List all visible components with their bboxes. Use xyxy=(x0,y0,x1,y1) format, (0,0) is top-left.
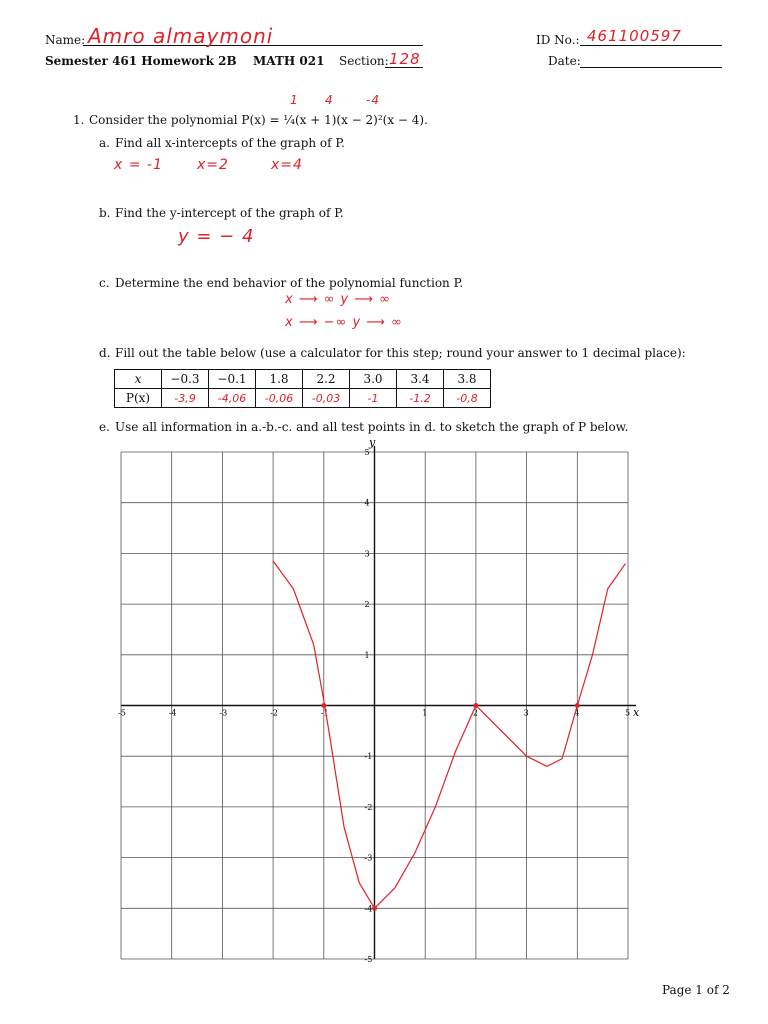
part-e-text: Use all information in a.-b.-c. and all test points in d. to sketch the graph of P below. xyxy=(115,420,629,434)
x-axis-label: x xyxy=(633,706,640,719)
marked-point xyxy=(575,703,580,708)
part-a-answer-1: x = -1 xyxy=(114,157,163,173)
question-number: 1. xyxy=(73,113,85,127)
part-e-label: e. xyxy=(99,420,110,434)
y-axis-label: y xyxy=(369,440,376,449)
part-a-text: Find all x-intercepts of the graph of P. xyxy=(115,136,345,150)
x-tick-label: 2 xyxy=(472,708,478,718)
part-c-answer-2: x ⟶ −∞ y ⟶ ∞ xyxy=(285,315,403,330)
table-row-x xyxy=(115,370,491,389)
y-tick-label: -4 xyxy=(364,904,373,914)
table-x-cell: 3.4 xyxy=(397,370,444,389)
date-line xyxy=(580,67,722,68)
marked-point xyxy=(473,703,478,708)
name-label: Name: xyxy=(45,33,86,47)
table-x-cell: 1.8 xyxy=(256,370,303,389)
semester-title: Semester 461 Homework 2B xyxy=(45,54,237,68)
id-handwritten: 461100597 xyxy=(587,27,682,45)
table-p-cell: -4,06 xyxy=(209,389,256,408)
table-p-cell: -1 xyxy=(350,389,397,408)
y-tick-label: 1 xyxy=(364,650,370,660)
section-label: Section: xyxy=(339,54,389,68)
part-b-label: b. xyxy=(99,206,111,220)
part-a-label: a. xyxy=(99,136,110,150)
annotation-root-2: 4 xyxy=(325,93,334,107)
x-tick-label: 5 xyxy=(625,708,631,718)
part-a-answer-3: x=4 xyxy=(271,157,303,173)
question-prompt: Consider the polynomial P(x) = ¼(x + 1)(x − 2)²(x − 4). xyxy=(89,113,428,127)
table-p-cell: -3,9 xyxy=(162,389,209,408)
part-b-answer: y = − 4 xyxy=(178,226,255,247)
table-p-cell: -0,03 xyxy=(303,389,350,408)
id-line xyxy=(580,45,722,46)
marked-point xyxy=(372,906,377,911)
x-tick-label: -2 xyxy=(270,708,278,718)
y-tick-label: -1 xyxy=(364,752,373,762)
table-x-cell: 3.0 xyxy=(350,370,397,389)
y-tick-label: -2 xyxy=(364,802,373,812)
table-x-cell: −0.3 xyxy=(162,370,209,389)
annotation-root-3: -4 xyxy=(366,93,380,107)
id-label: ID No.: xyxy=(536,33,580,47)
y-tick-label: -5 xyxy=(364,955,373,964)
y-tick-label: -3 xyxy=(364,853,373,863)
name-handwritten: Amro almaymoni xyxy=(88,24,274,48)
value-table xyxy=(114,369,491,408)
x-tick-label: 1 xyxy=(422,708,428,718)
x-tick-label: 4 xyxy=(574,708,580,718)
section-handwritten: 128 xyxy=(389,50,421,68)
sketch-curve xyxy=(273,561,625,908)
table-header-p: P(x) xyxy=(115,389,162,408)
table-p-cell: -0,06 xyxy=(256,389,303,408)
x-tick-label: -5 xyxy=(118,708,126,718)
part-b-text: Find the y-intercept of the graph of P. xyxy=(115,206,344,220)
marked-point xyxy=(321,703,326,708)
date-label: Date: xyxy=(548,54,581,68)
part-c-label: c. xyxy=(99,276,110,290)
y-tick-label: 2 xyxy=(364,600,370,610)
course-code: MATH 021 xyxy=(253,54,325,68)
y-tick-label: 5 xyxy=(364,448,370,457)
part-c-text: Determine the end behavior of the polynomial function P. xyxy=(115,276,464,290)
table-p-cell: -0,8 xyxy=(444,389,491,408)
y-tick-label: 4 xyxy=(364,498,370,508)
page-number: Page 1 of 2 xyxy=(662,983,730,997)
graph-grid xyxy=(115,440,645,980)
part-a-answer-2: x=2 xyxy=(197,157,229,173)
annotation-root-1: 1 xyxy=(290,93,299,107)
table-x-cell: 2.2 xyxy=(303,370,350,389)
y-tick-label: 3 xyxy=(364,549,370,559)
x-tick-label: -3 xyxy=(219,708,228,718)
part-d-text: Fill out the table below (use a calculator for this step; round your answer to 1 decimal place): xyxy=(115,346,686,360)
x-tick-label: 3 xyxy=(523,708,529,718)
x-tick-label: -4 xyxy=(168,708,177,718)
x-tick-label: -1 xyxy=(320,708,329,718)
table-p-cell: -1.2 xyxy=(397,389,444,408)
table-row-p xyxy=(115,389,491,408)
part-d-label: d. xyxy=(99,346,111,360)
table-x-cell: 3.8 xyxy=(444,370,491,389)
part-c-answer-1: x ⟶ ∞ y ⟶ ∞ xyxy=(285,292,391,307)
table-header-x: x xyxy=(115,370,162,389)
table-x-cell: −0.1 xyxy=(209,370,256,389)
